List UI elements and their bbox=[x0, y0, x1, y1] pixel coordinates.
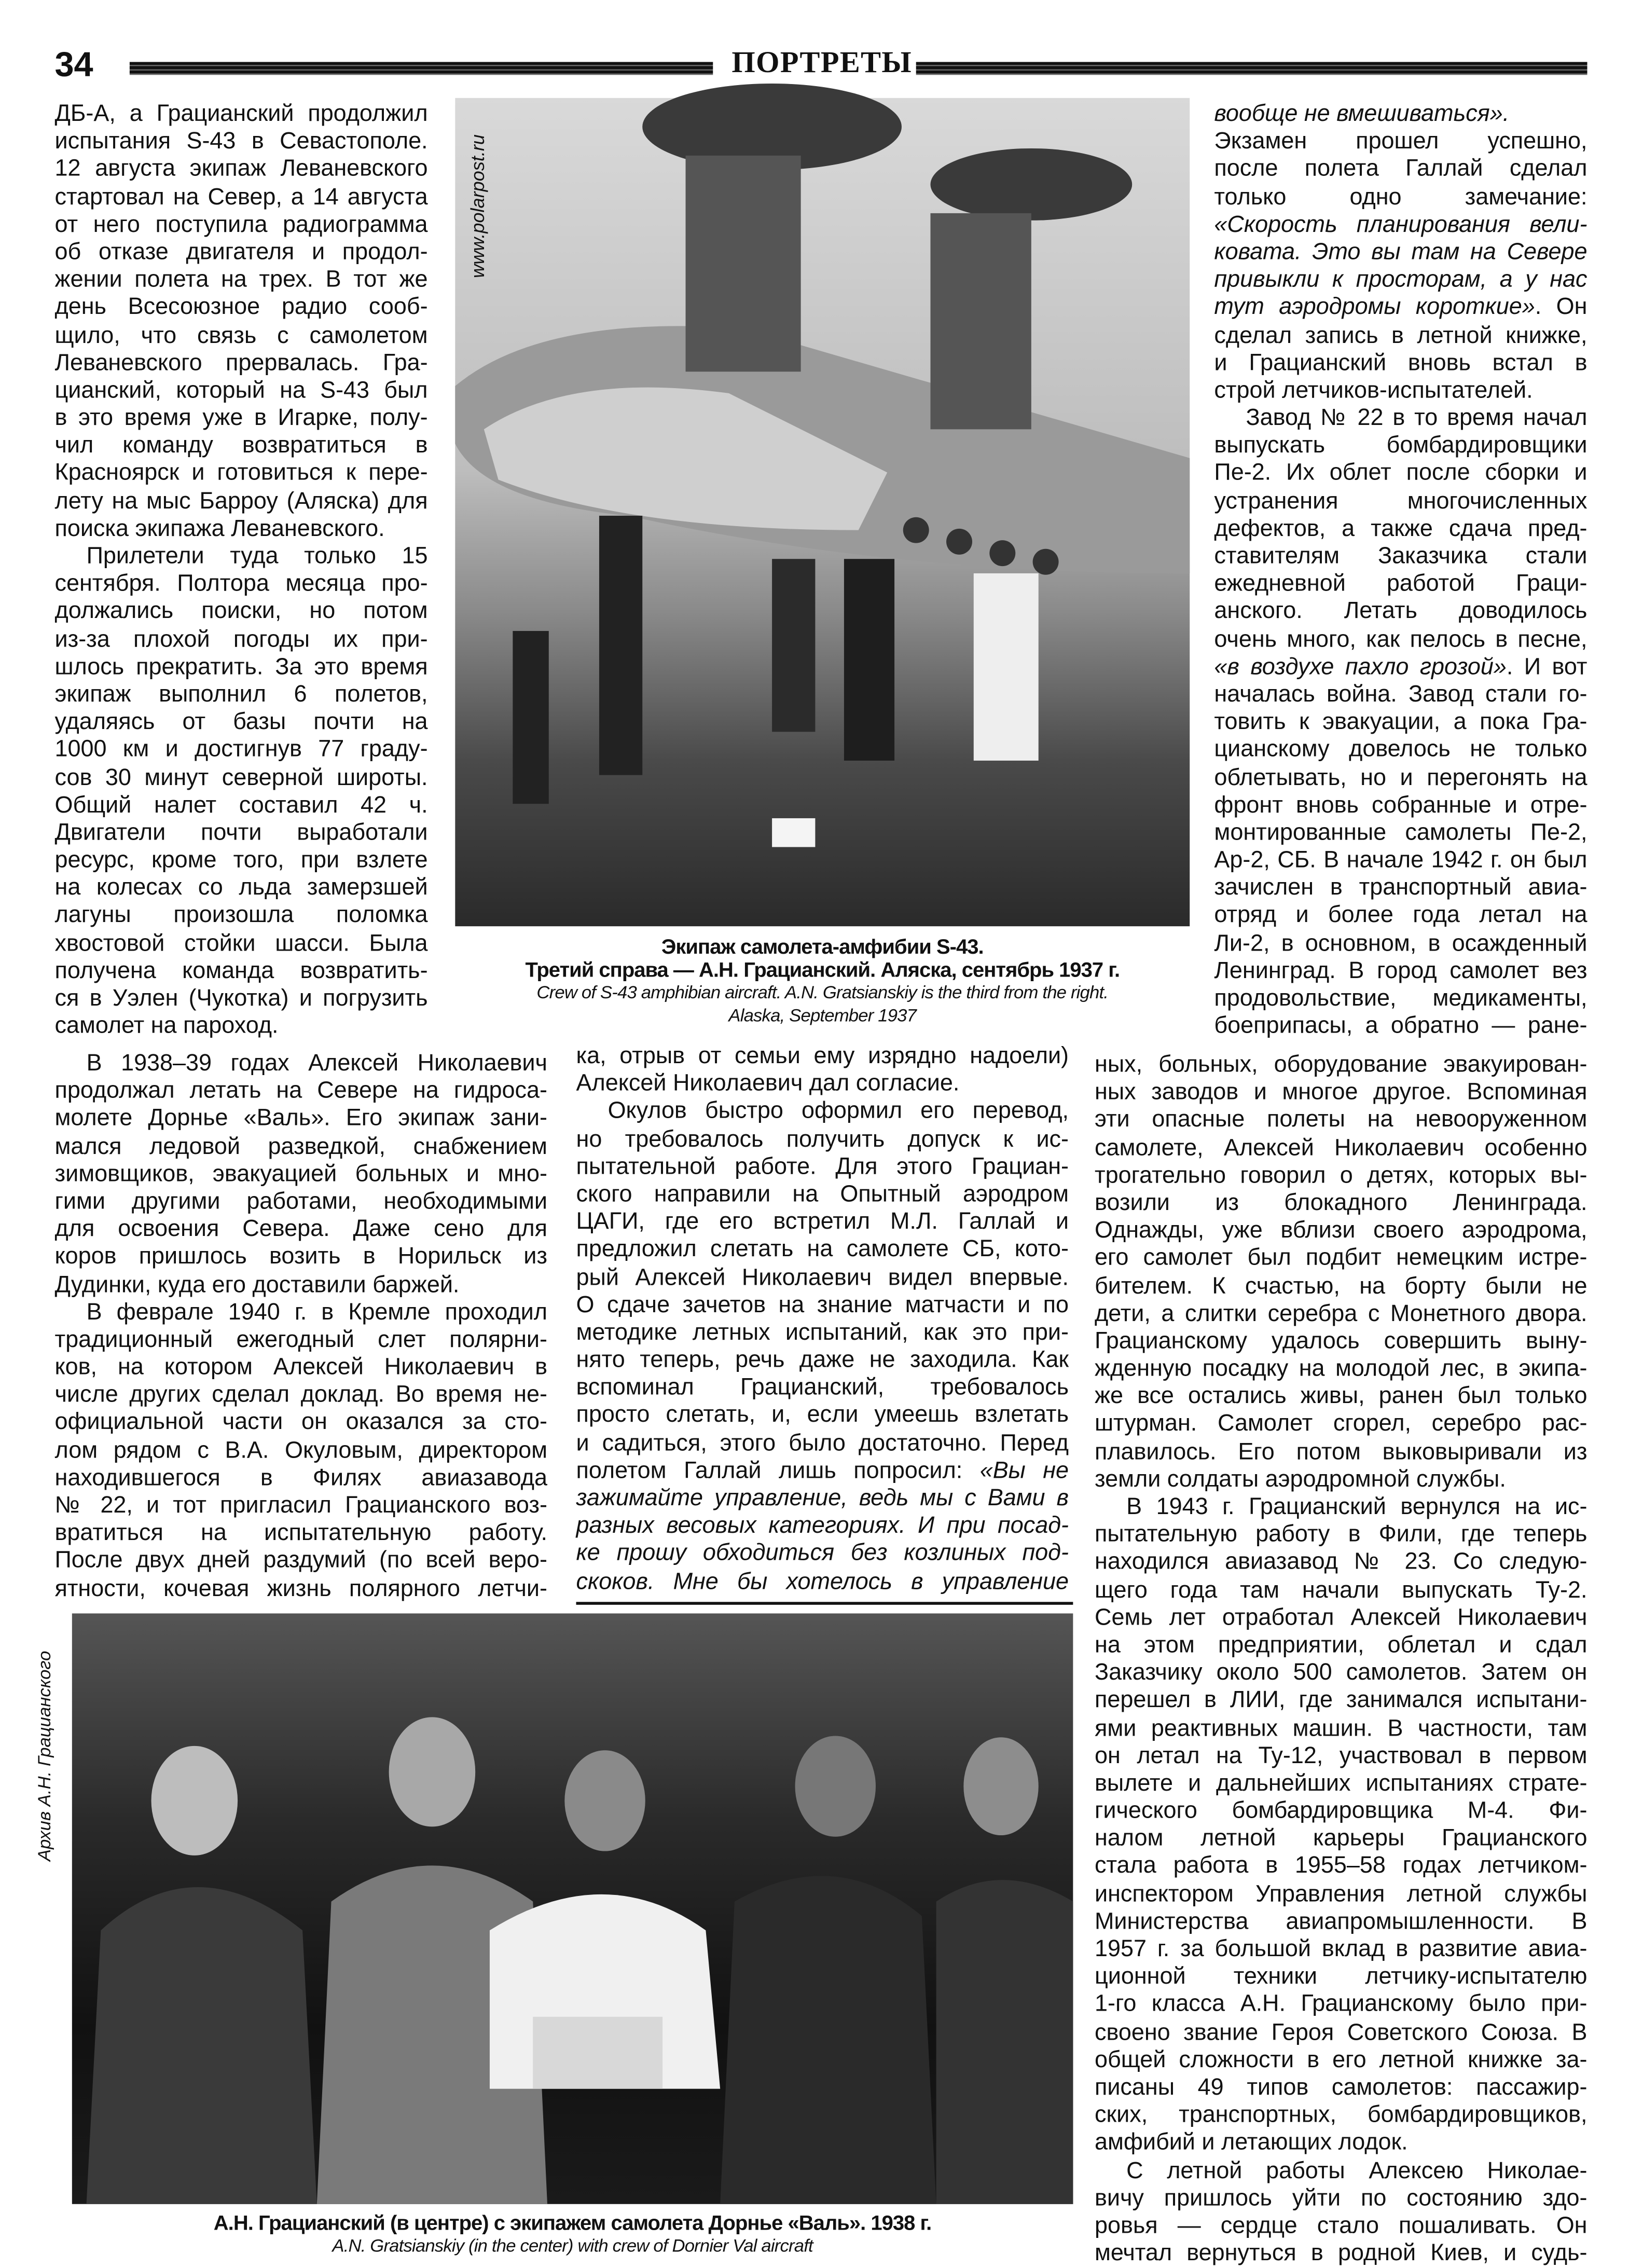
text-line: 1-го класса А.Н. Грацианскому было при- bbox=[1094, 1991, 1587, 2017]
text-line: для освоения Севера. Даже сено для bbox=[54, 1216, 547, 1242]
text-line: О сдаче зачетов на знание матчасти и по bbox=[576, 1291, 1069, 1318]
text-line: числе других сделал доклад. Во время не- bbox=[54, 1382, 547, 1408]
text-line: Министерства авиапромышленности. В bbox=[1094, 1908, 1587, 1935]
section-title: ПОРТРЕТЫ bbox=[731, 45, 913, 79]
text-line: ских, транспортных, бомбардировщиков, bbox=[1094, 2101, 1587, 2128]
text-line: ставителям Заказчика стали bbox=[1214, 543, 1587, 569]
italic-quote: тут аэродромы короткие» bbox=[1214, 294, 1535, 321]
text-line: стартовал на Север, а 14 августа bbox=[54, 184, 428, 210]
text-line: получена команда возвратить- bbox=[54, 957, 428, 984]
text-line: жении полета на трех. В тот же bbox=[54, 266, 428, 293]
text-line bbox=[576, 1458, 1069, 1485]
paragraph bbox=[1095, 1052, 1587, 1494]
paragraph bbox=[576, 1098, 1069, 1596]
text-line: Однажды, уже вблизи своего аэродрома, bbox=[1094, 1217, 1587, 1244]
text-line: земли солдаты аэродромной службы. bbox=[1094, 1466, 1506, 1492]
text-line: вспоминал Грацианский, требовалось bbox=[576, 1374, 1069, 1401]
photo1-caption bbox=[455, 937, 1190, 1027]
paragraph bbox=[1214, 101, 1587, 128]
text-line: дефектов, а также сдача пред- bbox=[1214, 515, 1587, 542]
italic-quote: вообще не вмешиваться». bbox=[1214, 101, 1510, 127]
text-line: ресурс, кроме того, при взлете bbox=[54, 847, 428, 873]
text-line bbox=[1214, 294, 1587, 322]
text-line: мечтал вернуться в родной Киев, и судь- bbox=[1094, 2240, 1587, 2266]
text-line: из-за плохой погоды их при- bbox=[54, 626, 428, 652]
text-line: и садиться, этого было достаточно. Перед bbox=[576, 1429, 1069, 1456]
text-line: в это время уже в Игарке, полу- bbox=[54, 405, 428, 431]
text-line: штурман. Самолет сгорел, серебро рас- bbox=[1094, 1411, 1587, 1437]
text-line: лету на мыс Барроу (Аляска) для bbox=[54, 488, 428, 514]
text-line: экипаж выполнил 6 полетов, bbox=[54, 681, 428, 707]
text-line: Леваневского прервалась. Гра- bbox=[54, 349, 428, 376]
text-line bbox=[1214, 654, 1587, 681]
paragraph bbox=[1095, 1494, 1587, 2157]
text-line: ЦАГИ, где его встретил М.Л. Галлай и bbox=[576, 1208, 1069, 1235]
text-line: Общий налет составил 42 ч. bbox=[54, 792, 428, 818]
text-line: дети, а слитки серебра с Монетного двора. bbox=[1094, 1300, 1587, 1327]
text-line: вичу пришлось уйти по состоянию здо- bbox=[1094, 2184, 1587, 2211]
text-line: устранения многочисленных bbox=[1214, 488, 1587, 514]
text-line: товить к эвакуации, а пока Гра- bbox=[1214, 709, 1587, 735]
text-line: находившегося в Филях авиазавода bbox=[54, 1464, 547, 1491]
header-rule-right bbox=[916, 62, 1587, 75]
text-line: чил команду возвратиться в bbox=[54, 432, 428, 459]
text-line: сделал запись в летной книжке, bbox=[1214, 322, 1587, 348]
photo-watermark: www.polarpost.ru bbox=[466, 134, 489, 278]
text-line: эти опасные полеты на невооруженном bbox=[1094, 1107, 1587, 1133]
text-line: строй летчиков-испытателей. bbox=[1214, 377, 1533, 404]
italic-quote: ке прошу обходиться без козлиных под- bbox=[576, 1540, 1069, 1566]
text-line: анского. Летать доводилось bbox=[1214, 598, 1587, 625]
text-line: коров пришлось возить в Норильск из bbox=[54, 1243, 547, 1270]
text-line: С летной работы Алексею Николае- bbox=[1126, 2157, 1587, 2183]
text-line: сентября. Полтора месяца про- bbox=[54, 570, 428, 597]
text-line: пытательной работе. Для этого Грациан- bbox=[576, 1153, 1069, 1180]
caption-ru-line2: Третий справа — А.Н. Грацианский. Аляска, сентябрь 1937 г. bbox=[525, 959, 1120, 983]
italic-quote: разных весовых категориях. И при посад- bbox=[576, 1513, 1069, 1539]
text-line: предложил слетать на самолете СБ, кото- bbox=[576, 1236, 1069, 1262]
text-line bbox=[1214, 267, 1587, 294]
text-line: мался ледовой разведкой, снабжением bbox=[54, 1133, 547, 1159]
text-line: об отказе двигателя и продол- bbox=[54, 239, 428, 265]
text-line: плавилось. Его потом выковыривали из bbox=[1094, 1438, 1587, 1465]
text-line: молете Дорнье «Валь». Его экипаж зани- bbox=[54, 1105, 547, 1132]
text-line: ных заводов и многое другое. Вспоминая bbox=[1094, 1079, 1587, 1105]
italic-quote: «Вы не bbox=[979, 1458, 1069, 1484]
text-line: сов 30 минут северной широты. bbox=[54, 764, 428, 790]
text-line: жденную посадку на молодой лес, в экипа- bbox=[1094, 1355, 1587, 1382]
text-line: инспектором Управления летной службы bbox=[1094, 1880, 1587, 1907]
column-left-top bbox=[54, 101, 427, 1040]
text-line: от него поступила радиограмма bbox=[54, 211, 428, 238]
text-line: стала работа в 1955–58 годах летчиком- bbox=[1094, 1853, 1587, 1879]
caption-en-line2: Alaska, September 1937 bbox=[728, 1005, 917, 1025]
text-line: Ленинград. В город самолет вез bbox=[1214, 957, 1587, 984]
text-line: испытания S-43 в Севастополе. bbox=[54, 128, 428, 155]
paragraph bbox=[1214, 129, 1587, 405]
italic-quote: привыкли к просторам, а у нас bbox=[1214, 266, 1587, 293]
text-segment: полетом Галлай лишь попросил: bbox=[576, 1458, 980, 1484]
text-line: день Всесоюзное радио сооб- bbox=[54, 294, 428, 321]
text-line: отряд и более года летал на bbox=[1214, 902, 1587, 929]
text-line: ных, больных, оборудование эвакуирован- bbox=[1094, 1051, 1587, 1078]
caption-ru-line1: Экипаж самолета-амфибии S-43. bbox=[661, 936, 984, 960]
text-line: ровья — сердце стало пошаливать. Он bbox=[1094, 2212, 1587, 2239]
text-line: гими другими работами, необходимыми bbox=[54, 1188, 547, 1215]
text-line: боеприпасы, а обратно — ране- bbox=[1214, 1013, 1587, 1039]
text-segment: . И вот bbox=[1506, 653, 1587, 680]
text-line bbox=[576, 1485, 1069, 1513]
text-line: своено звание Героя Советского Союза. В bbox=[1094, 2019, 1587, 2045]
text-line: зимовщиков, эвакуацией больных и мно- bbox=[54, 1161, 547, 1187]
text-line: же все остались живы, ранен был только bbox=[1094, 1383, 1587, 1409]
text-line: просто слетать, и, если умеешь взлетать bbox=[576, 1402, 1069, 1428]
text-line: щего года там начали выпускать Ту-2. bbox=[1094, 1576, 1587, 1603]
text-line: возили из блокадного Ленинграда. bbox=[1094, 1190, 1587, 1216]
text-line: но требовалось получить допуск к ис- bbox=[576, 1125, 1069, 1152]
text-line: хвостовой стойки шасси. Была bbox=[54, 930, 428, 956]
text-line: после полета Галлай сделал bbox=[1214, 156, 1587, 182]
text-line: удаляясь от базы почти на bbox=[54, 709, 428, 735]
text-line: методике летных испытаний, как это при- bbox=[576, 1319, 1069, 1345]
text-line: на колесах со льда замерзшей bbox=[54, 874, 428, 901]
text-line: монтированные самолеты Пе-2, bbox=[1214, 819, 1587, 846]
text-line: Окулов быстро оформил его перевод, bbox=[608, 1098, 1069, 1124]
text-line: фронт вновь собранные и отре- bbox=[1214, 792, 1587, 818]
text-line bbox=[576, 1568, 1069, 1596]
paragraph bbox=[1095, 2157, 1587, 2268]
photo-dornier-crew bbox=[72, 1613, 1073, 2204]
text-line: После двух дней раздумий (по всей веро- bbox=[54, 1547, 547, 1574]
paragraph bbox=[576, 1043, 1069, 1098]
caption2-en: A.N. Gratsianskiy (in the center) with crew of Dornier Val aircraft bbox=[332, 2235, 813, 2256]
text-line: Ли-2, в основном, в осажденный bbox=[1214, 930, 1587, 956]
text-line: ционной техники летчику-испытателю bbox=[1094, 1963, 1587, 1990]
text-line: он летал на Ту-12, участвовал в первом bbox=[1094, 1742, 1587, 1769]
text-line: облетывать, но и перегонять на bbox=[1214, 764, 1587, 790]
column-right-top bbox=[1214, 101, 1587, 1040]
photo-credit: Архив А.Н. Грацианского bbox=[34, 1651, 55, 1861]
text-line: Ар-2, СБ. В начале 1942 г. он был bbox=[1214, 847, 1587, 873]
text-line: началась война. Завод стали го- bbox=[1214, 681, 1587, 707]
text-line: В феврале 1940 г. в Кремле проходил bbox=[86, 1299, 547, 1325]
photo2-caption bbox=[72, 2212, 1073, 2258]
text-line: щило, что связь с самолетом bbox=[54, 322, 428, 348]
text-line: ков, на котором Алексей Николаевич в bbox=[54, 1354, 547, 1380]
text-line: Дудинки, куда его доставили баржей. bbox=[54, 1271, 460, 1298]
text-line: ского направили на Опытный аэродром bbox=[576, 1181, 1069, 1207]
italic-quote: «в воздухе пахло грозой» bbox=[1214, 653, 1507, 680]
text-line: ся в Уэлен (Чукотка) и погрузить bbox=[54, 985, 428, 1011]
text-line: официальной части он оказался за сто- bbox=[54, 1409, 547, 1436]
text-line bbox=[1214, 239, 1587, 267]
paragraph bbox=[54, 101, 427, 543]
text-line: находился авиазавод № 23. Со следую- bbox=[1094, 1549, 1587, 1575]
text-line: шлось прекратить. За это время bbox=[54, 653, 428, 680]
crew-photo-illustration bbox=[72, 1613, 1073, 2204]
italic-quote: зажимайте управление, ведь мы с Вами в bbox=[576, 1485, 1069, 1511]
text-line bbox=[576, 1513, 1069, 1541]
italic-quote: ковата. Это вы там на Севере bbox=[1214, 239, 1587, 265]
aircraft-photo-illustration bbox=[455, 98, 1190, 926]
text-line: перешел в ЛИИ, где занимался испытани- bbox=[1094, 1687, 1587, 1713]
text-line bbox=[1214, 211, 1587, 239]
text-line: лагуны произошла поломка bbox=[54, 902, 428, 929]
text-line: трогательно говорил о детях, которых вы- bbox=[1094, 1162, 1587, 1188]
text-line: Алексей Николаевич дал согласие. bbox=[576, 1070, 960, 1097]
caption-en-line1: Crew of S-43 amphibian aircraft. A.N. Gratsianskiy is the third from the right. bbox=[536, 982, 1109, 1003]
text-line: № 22, и тот пригласил Грацианского воз- bbox=[54, 1492, 547, 1519]
text-line: Красноярск и готовиться к пере- bbox=[54, 460, 428, 486]
text-line: общей сложности в его летной книжке за- bbox=[1094, 2046, 1587, 2073]
text-line: цианский, который на S-43 был bbox=[54, 377, 428, 404]
text-line: гического бомбардировщика М-4. Фи- bbox=[1094, 1798, 1587, 1824]
column-middle bbox=[576, 1043, 1069, 1596]
text-line: амфибий и летающих лодок. bbox=[1094, 2129, 1408, 2156]
text-line: на этом предприятии, облетал и сдал bbox=[1094, 1632, 1587, 1658]
text-line: должались поиски, но потом bbox=[54, 598, 428, 625]
text-line: В 1938–39 годах Алексей Николаевич bbox=[86, 1050, 547, 1076]
text-line: зачислен в транспортный авиа- bbox=[1214, 874, 1587, 901]
text-line: В 1943 г. Грацианский вернулся на ис- bbox=[1126, 1494, 1587, 1520]
text-line: нято теперь, речь даже не заходила. Как bbox=[576, 1347, 1069, 1373]
text-line: бителем. К счастью, на борту были не bbox=[1094, 1272, 1587, 1299]
text-line: ежедневной работой Граци- bbox=[1214, 570, 1587, 597]
text-line: Экзамен прошел успешно, bbox=[1214, 128, 1587, 155]
text-line: самолете, Алексей Николаевич особенно bbox=[1094, 1134, 1587, 1161]
text-line: его самолет был подбит немецким истре- bbox=[1094, 1245, 1587, 1271]
text-line: Грацианскому удалось совершить выну- bbox=[1094, 1328, 1587, 1354]
text-line bbox=[576, 1541, 1069, 1568]
text-line: Семь лет отработал Алексей Николаевич bbox=[1094, 1604, 1587, 1631]
text-segment: . Он bbox=[1535, 294, 1587, 321]
caption2-ru: А.Н. Грацианский (в центре) с экипажем самолета Дорнье «Валь». 1938 г. bbox=[213, 2212, 932, 2236]
text-line: самолет на пароход. bbox=[54, 1013, 279, 1039]
photo-s43-crew bbox=[455, 98, 1190, 926]
page-number: 34 bbox=[54, 46, 93, 85]
text-line: Двигатели почти выработали bbox=[54, 819, 428, 846]
text-line: Заказчику около 500 самолетов. Затем он bbox=[1094, 1659, 1587, 1686]
text-line: ями реактивных машин. В частности, там bbox=[1094, 1715, 1587, 1741]
text-line: ка, отрыв от семьи ему изрядно надоели) bbox=[576, 1043, 1069, 1069]
text-line: выпускать бомбардировщики bbox=[1214, 432, 1587, 459]
text-line: ятности, кочевая жизнь полярного летчи- bbox=[54, 1575, 547, 1602]
text-line: Завод № 22 в то время начал bbox=[1246, 405, 1587, 431]
text-line: Пе-2. Их облет после сборки и bbox=[1214, 460, 1587, 486]
text-line: 12 августа экипаж Леваневского bbox=[54, 156, 428, 182]
column-left-bottom bbox=[54, 1050, 547, 1603]
text-line: продолжал летать на Севере на гидроса- bbox=[54, 1078, 547, 1104]
paragraph bbox=[54, 1299, 547, 1603]
text-line: лом рядом с В.А. Окуловым, директором bbox=[54, 1437, 547, 1463]
italic-quote: скоков. Мне бы хотелось в управление bbox=[576, 1568, 1069, 1595]
text-line: вратиться на испытательную работу. bbox=[54, 1520, 547, 1546]
text-line: традиционный ежегодный слет полярни- bbox=[54, 1326, 547, 1353]
text-line: 1000 км и достигнув 77 граду- bbox=[54, 736, 428, 763]
italic-quote: «Скорость планирования вели- bbox=[1214, 211, 1587, 238]
text-line: вылете и дальнейших испытаниях страте- bbox=[1094, 1770, 1587, 1796]
text-line: очень много, как пелось в песне, bbox=[1214, 626, 1587, 652]
text-line bbox=[1214, 101, 1587, 128]
text-line: цианскому довелось не только bbox=[1214, 736, 1587, 763]
header-rule-left bbox=[130, 62, 713, 75]
text-line: и Грацианский вновь встал в bbox=[1214, 349, 1587, 376]
text-line: пытательную работу в Фили, где теперь bbox=[1094, 1521, 1587, 1548]
column-right-bottom bbox=[1095, 1052, 1587, 2268]
divider bbox=[576, 1602, 1073, 1604]
text-line: продовольствие, медикаменты, bbox=[1214, 985, 1587, 1011]
text-line: налом летной карьеры Грацианского bbox=[1094, 1825, 1587, 1852]
text-line: писаны 49 типов самолетов: пассажир- bbox=[1094, 2074, 1587, 2100]
text-line: Прилетели туда только 15 bbox=[86, 543, 428, 569]
text-line: 1957 г. за большой вклад в развитие авиа- bbox=[1094, 1936, 1587, 1962]
text-line: ДБ-А, а Грацианский продолжил bbox=[54, 101, 428, 127]
paragraph bbox=[54, 1050, 547, 1299]
paragraph bbox=[54, 543, 427, 1041]
paragraph bbox=[1214, 405, 1587, 1040]
text-line: рый Алексей Николаевич видел впервые. bbox=[576, 1264, 1069, 1290]
text-line: только одно замечание: bbox=[1214, 184, 1587, 210]
text-line: поиска экипажа Леваневского. bbox=[54, 515, 385, 542]
